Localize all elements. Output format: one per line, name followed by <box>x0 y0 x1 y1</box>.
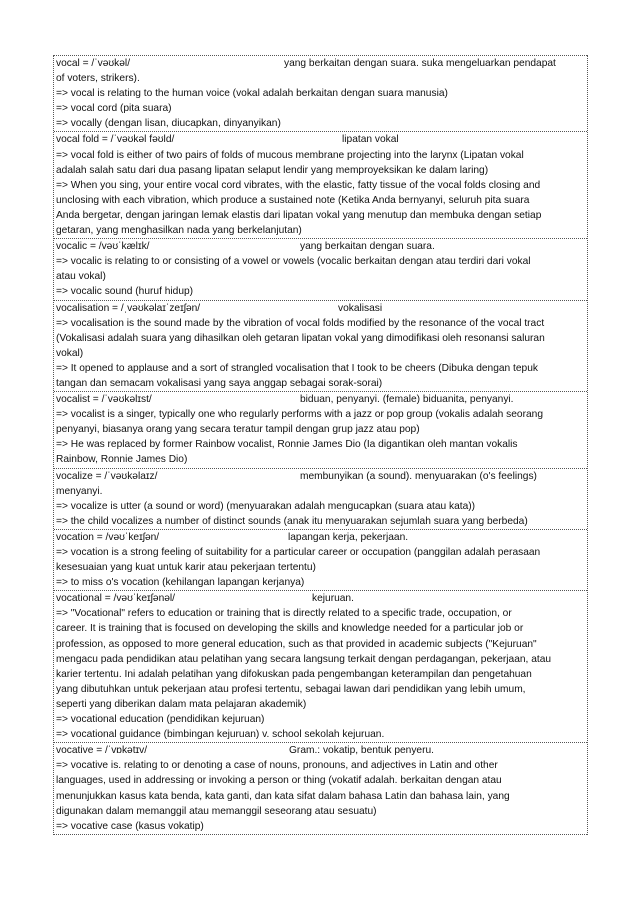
entry-text-line: tangan dan semacam vokalisasi yang saya anggap sebagai sorak-sorai) <box>56 377 383 389</box>
glossary-entry <box>54 238 587 299</box>
entry-text-line: => vocal cord (pita suara) <box>56 103 172 115</box>
entry-text-line: => vocalize is utter (a sound or word) (menyuarakan adalah mengucapkan (suara atau kata)) <box>56 500 476 512</box>
glossary-entry <box>54 590 587 742</box>
entry-text-line: => vocalisation is the sound made by the vibration of vocal folds modified by the resonance of the vocal tract <box>56 317 545 329</box>
entry-term: vocative = /ˈvɒkətɪv/ <box>56 745 148 757</box>
glossary-entry <box>54 529 587 590</box>
entry-heading-line <box>54 56 587 71</box>
entry-text-line: of voters, strikers). <box>56 73 140 85</box>
entry-term: vocalic = /vəʊˈkælɪk/ <box>56 241 150 253</box>
entry-text-line: => vocation is a strong feeling of suitability for a particular career or occupation (panggilan adalah perasaan <box>56 547 541 558</box>
entry-text-line: career. It is training that is focused on developing the skills and knowledge needed for a particular job or <box>56 623 524 635</box>
entry-gloss: lipatan vokal <box>342 134 399 146</box>
entry-text-line: => vocative case (kasus vokatip) <box>56 820 204 832</box>
entry-term: vocalist = /ˈvəʊkəlɪst/ <box>56 394 152 406</box>
entry-gloss: yang berkaitan dengan suara. <box>300 241 435 253</box>
glossary-entry <box>54 131 587 238</box>
glossary-entry <box>54 55 587 131</box>
entry-text-line: => He was replaced by former Rainbow vocalist, Ronnie James Dio (Ia digantikan oleh mantan vokalis <box>56 439 518 451</box>
entry-text-line: => vocalic sound (huruf hidup) <box>56 286 194 298</box>
entry-text-line: penyanyi, biasanya orang yang secara teratur tampil dengan grup jazz atau pop) <box>56 424 420 436</box>
entry-text-line: => vocalic is relating to or consisting of a vowel or vowels (vocalic berkaitan dengan atau terdiri dari vokal <box>56 256 531 268</box>
entry-term: vocation = /vəʊˈkeɪʃən/ <box>56 531 160 543</box>
entry-text-line: => vocational education (pendidikan kejuruan) <box>56 714 265 726</box>
entry-heading-line <box>54 301 587 316</box>
entry-text-line: => vocalist is a singer, typically one who regularly performs with a jazz or pop group (vokalis adalah seorang <box>56 409 543 421</box>
entry-text-line: => vocative is. relating to or denoting a case of nouns, pronouns, and adjectives in Latin and other <box>56 760 498 772</box>
entry-term: vocal fold = /ˈvəʊkəl fəʊld/ <box>56 134 175 146</box>
entry-text-line: digunakan dalam memanggil atau memanggil seseorang atau sesuatu) <box>56 805 377 817</box>
glossary-entry <box>54 391 587 467</box>
entry-text-line: languages, used in addressing or invoking a person or thing (vokatif adalah. berkaitan dengan atau <box>56 775 502 787</box>
entry-gloss: vokalisasi <box>338 302 383 314</box>
entry-gloss: lapangan kerja, pekerjaan. <box>288 531 409 543</box>
entry-text-line: kesesuaian yang kuat untuk karir atau pekerjaan tertentu) <box>56 562 316 574</box>
entry-text-line: adalah salah satu dari dua pasang lipatan selaput lendir yang memproyeksikan ke dalam laring) <box>56 164 489 176</box>
entry-text-line: karier tertentu. Ini adalah pelatihan yang difokuskan pada pengembangan keterampilan dan pengetahuan <box>56 668 532 680</box>
entry-text-line: => to miss o's vocation (kehilangan lapangan kerjanya) <box>56 577 305 589</box>
entry-text-line: getaran, yang menghasilkan nada yang berkelanjutan) <box>56 225 302 237</box>
entry-text-line: menyanyi. <box>56 485 103 497</box>
entry-text-line: mengacu pada pendidikan atau pelatihan yang secara langsung terkait dengan perdagangan, pekerjaan, atau <box>56 653 552 665</box>
entry-heading-line <box>54 743 587 758</box>
entry-text-line: => "Vocational" refers to education or training that is directly related to a specific trade, occupation, or <box>56 608 512 620</box>
entry-heading-line <box>54 469 587 484</box>
entry-term: vocalisation = /ˌvəʊkəlaɪˈzeɪʃən/ <box>56 302 201 314</box>
entry-gloss: membunyikan (a sound). menyuarakan (o's feelings) <box>300 470 537 482</box>
entry-text-line: vokal) <box>56 347 84 359</box>
entry-text-line: atau vokal) <box>56 271 106 283</box>
entry-term: vocational = /vəʊˈkeɪʃənəl/ <box>56 593 175 605</box>
entry-heading-line <box>54 132 587 147</box>
entry-term: vocalize = /ˈvəʊkəlaɪz/ <box>56 470 158 482</box>
entry-text-line: (Vokalisasi adalah suara yang dihasilkan oleh getaran lipatan vokal yang dimodifikasi oleh resonansi saluran <box>56 332 545 344</box>
entry-text-line: unclosing with each vibration, which produce a sustained note (Ketika Anda bernyanyi, seluruh pita suara <box>56 194 530 206</box>
entry-text-line: => vocally (dengan lisan, diucapkan, dinyanyikan) <box>56 118 281 130</box>
entry-text-line: => vocational guidance (bimbingan kejuruan) v. school sekolah kejuruan. <box>56 729 385 741</box>
entry-heading-line <box>54 239 587 254</box>
entry-text-line: seperti yang diberikan dalam mata pelajaran akademik) <box>56 698 307 710</box>
entry-text-line: => the child vocalizes a number of distinct sounds (anak itu menyuarakan sejumlah suara yang berbeda) <box>56 515 528 527</box>
entry-heading-line <box>54 591 587 606</box>
entry-text-line: profession, as opposed to more general education, such as that provided in academic subjects ("Kejuruan" <box>56 638 537 650</box>
entry-text-line: => When you sing, your entire vocal cord vibrates, with the elastic, fatty tissue of the vocal folds closing and <box>56 179 541 191</box>
entry-text-line: menunjukkan kasus kata benda, kata ganti, dan kata sifat dalam bahasa Latin dan bahasa lain, yang <box>56 790 510 802</box>
glossary-sheet <box>53 55 588 835</box>
entry-term: vocal = /ˈvəʊkəl/ <box>56 58 131 69</box>
glossary-entry <box>54 742 587 835</box>
entry-heading-line <box>54 392 587 407</box>
entry-gloss: Gram.: vokatip, bentuk penyeru. <box>289 745 434 757</box>
entry-text-line: Anda bergetar, dengan jaringan lemak elastis dari lipatan vokal yang menutup dan membuka dengan setiap <box>56 209 542 221</box>
entry-text-line: => It opened to applause and a sort of strangled vocalisation that I took to be cheers (Dibuka dengan tepuk <box>56 362 538 374</box>
entry-text-line: => vocal fold is either of two pairs of folds of mucous membrane projecting into the larynx (Lipatan vokal <box>56 149 524 161</box>
entry-text-line: Rainbow, Ronnie James Dio) <box>56 454 188 466</box>
entry-heading-line <box>54 530 587 545</box>
entry-gloss: biduan, penyanyi. (female) biduanita, penyanyi. <box>300 394 514 406</box>
glossary-entry <box>54 468 587 529</box>
entry-gloss: yang berkaitan dengan suara. suka mengeluarkan pendapat <box>284 58 556 69</box>
entry-text-line: => vocal is relating to the human voice (vokal adalah berkaitan dengan suara manusia) <box>56 88 448 100</box>
glossary-entry <box>54 300 587 392</box>
entry-text-line: yang dibutuhkan untuk pekerjaan atau profesi tertentu, sebagai lawan dari pendidikan yang lebih umum, <box>56 683 526 695</box>
entry-gloss: kejuruan. <box>312 593 354 605</box>
